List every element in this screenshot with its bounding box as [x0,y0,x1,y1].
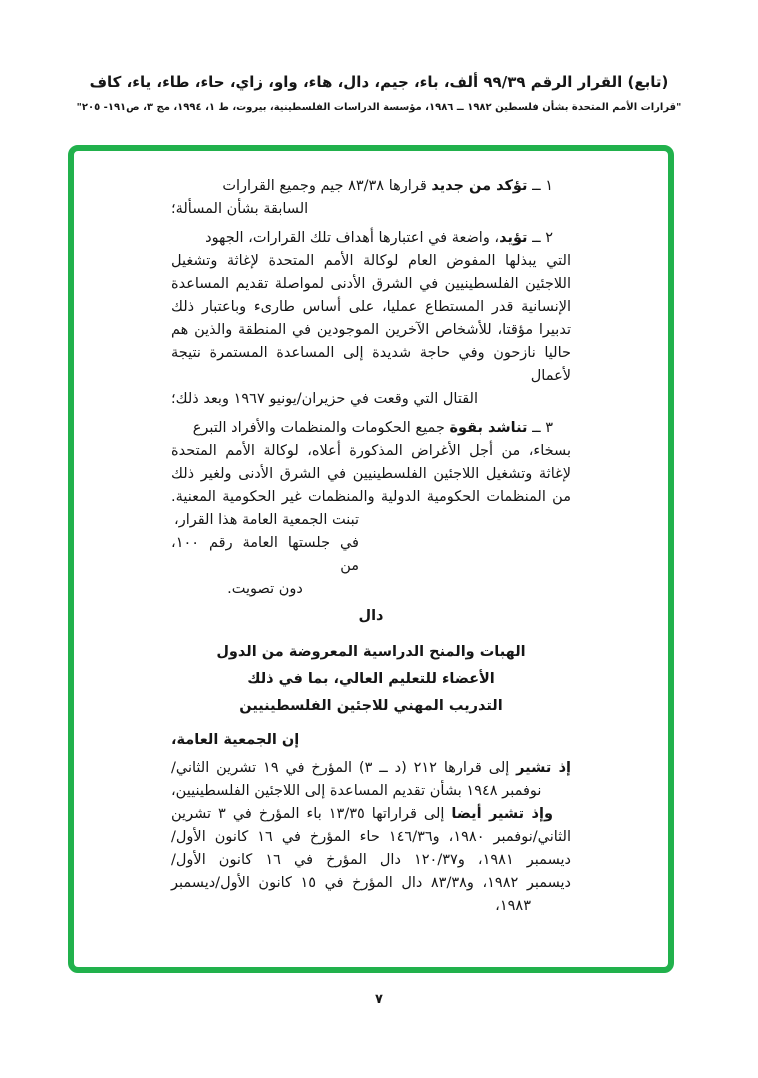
preamble-line-2 [171,780,571,803]
operative-1-line-2 [171,198,571,221]
text-segment: نوفمبر ١٩٤٨ بشأن تقديم المساعدة إلى اللاجئين الفلسطينيين، [171,783,542,799]
operative-3-line-4 [171,486,571,509]
resolution-green-frame [68,145,674,973]
section-title-line-1 [171,639,571,666]
text-segment: ٣ ــ [527,420,553,436]
preamble-line-1 [171,757,571,780]
emphasized-text: التدريب المهني للاجئين الفلسطينيين [239,698,503,714]
text-segment: اللاجئين الفلسطينيين في الشرق الأدنى لمواصلة تقديم المساعدة [171,276,571,292]
section-title-line-3 [171,693,571,720]
text-segment: ديسمبر ١٩٨٢، و٨٣/٣٨ دال المؤرخ في ١٥ كانون الأول/ديسمبر [171,875,572,891]
text-segment: تبنت الجمعية العامة هذا القرار، [174,512,359,528]
adoption-line-3 [171,578,359,601]
text-segment: السابقة بشأن المسألة؛ [171,201,309,217]
emphasized-text: تؤكد من جديد [431,178,528,194]
adoption-line-2 [171,532,359,578]
page-number: ٧ [375,992,383,1007]
text-segment: من المنظمات الحكومية الدولية والمنظمات غير الحكومية المعنية. [171,489,571,505]
operative-2-line-5 [171,319,571,342]
text-segment: إلى قراراتها ١٣/٣٥ باء المؤرخ في ٣ تشرين [171,806,452,822]
adoption-line-1 [171,509,359,532]
operative-3-line-1 [171,417,571,440]
preamble-line-3 [171,803,571,826]
emphasized-text: إذ تشير [516,760,571,776]
text-segment: ١٩٨٣، [495,898,531,914]
section-letter [171,605,571,628]
operative-2-line-2 [171,250,571,273]
header-line-1: (تابع) القرار الرقم ٩٩/٣٩ ألف، باء، جيم، دال، هاء، واو، زاي، حاء، طاء، ياء، كاف [89,73,669,91]
header-line-2: "قرارات الأمم المتحدة بشأن فلسطين ١٩٨٢ ــ ١٩٨٦، مؤسسة الدراسات الفلسطينية، بيروت، ط ١، ١٩٩٤، مج ٣، ص١٩١- ٢٠٥" [76,102,682,113]
preamble-intro [171,729,571,752]
text-segment: ٢ ــ [527,230,553,246]
emphasized-text: دال [358,608,384,624]
text-segment: الإنسانية قدر المستطاع عمليا، على أساس طارىء وباعتبار ذلك [171,299,571,315]
text-segment: جميع الحكومات والمنظمات والأفراد التبرع [192,420,450,436]
emphasized-text: إن الجمعية العامة، [171,732,300,748]
resolution-text-column [171,175,571,918]
text-segment: قرارها ٨٣/٣٨ جيم وجميع القرارات [222,178,432,194]
operative-2-line-4 [171,296,571,319]
text-segment: إلى قرارها ٢١٢ (د ــ ٣) المؤرخ في ١٩ تشرين الثاني/ [171,760,517,776]
text-segment: حاليا نازحون وفي حاجة شديدة إلى المساعدة المستمرة نتيجة لأعمال [171,345,571,384]
text-segment: القتال التي وقعت في حزيران/يونيو ١٩٦٧ وبعد ذلك؛ [171,391,478,407]
operative-2-line-3 [171,273,571,296]
text-segment: ١ ــ [527,178,553,194]
operative-2-line-6 [171,342,571,388]
emphasized-text: الأعضاء للتعليم العالي، بما في ذلك [247,671,495,687]
emphasized-text: وإذ تشير أيضا [451,806,553,822]
operative-2-line-1 [171,227,571,250]
text-segment: الثاني/نوفمبر ١٩٨٠، و١٤٦/٣٦ حاء المؤرخ في ١٦ كانون الأول/ [171,829,571,845]
text-segment: ديسمبر ١٩٨١، و١٢٠/٣٧ دال المؤرخ في ١٦ كانون الأول/ [171,852,571,868]
preamble-line-5 [171,849,571,872]
operative-2-line-7 [171,388,571,411]
emphasized-text: الهبات والمنح الدراسية المعروضة من الدول [216,644,526,660]
preamble-line-7 [171,895,571,918]
emphasized-text: تؤيد [499,230,528,246]
text-segment: التي يبذلها المفوض العام لوكالة الأمم المتحدة لإغاثة وتشغيل [171,253,571,269]
text-segment: تدبيرا مؤقتا، للأشخاص الآخرين الموجودين في المنطقة والذين هم [171,322,571,338]
operative-3-line-3 [171,463,571,486]
text-segment: ، واضعة في اعتبارها أهداف تلك القرارات، الجهود [205,230,500,246]
preamble-line-4 [171,826,571,849]
text-segment: دون تصويت. [227,581,303,597]
text-segment: في جلستها العامة رقم ١٠٠، من [171,535,359,574]
emphasized-text: تناشد بقوة [449,420,528,436]
operative-1-line-1 [171,175,571,198]
text-segment: لإغاثة وتشغيل اللاجئين الفلسطينيين في الشرق الأدنى ولغير ذلك [171,466,571,482]
operative-3-line-2 [171,440,571,463]
section-title-line-2 [171,666,571,693]
text-segment: بسخاء، من أجل الأغراض المذكورة أعلاه، لوكالة الأمم المتحدة [171,443,571,459]
preamble-line-6 [171,872,571,895]
